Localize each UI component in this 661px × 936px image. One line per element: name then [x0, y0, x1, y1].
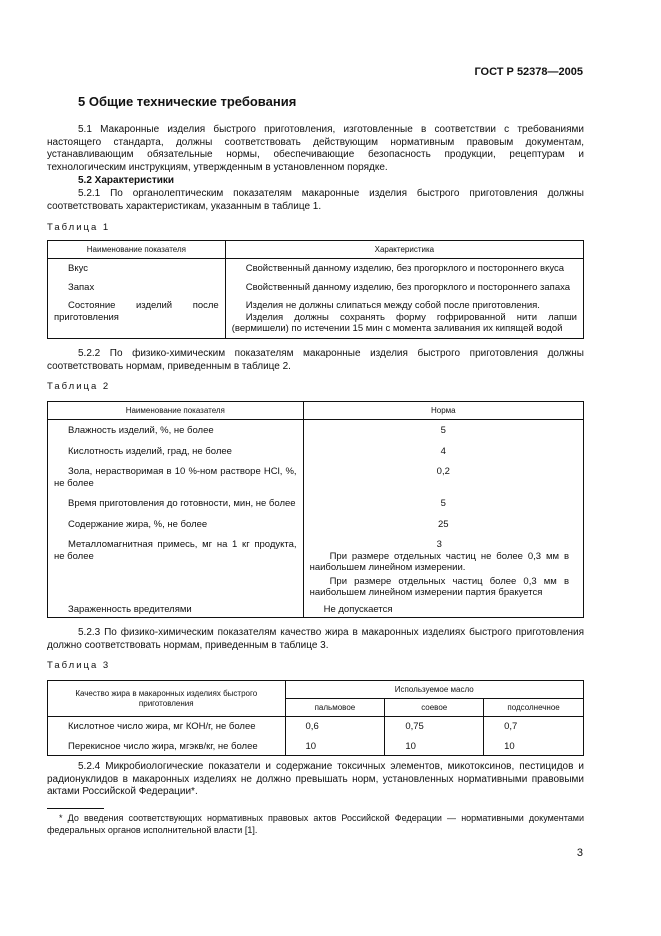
table1-cell-value: Свойственный данному изделию, без прогорклого и постороннего вкуса: [245, 263, 565, 274]
page-number: 3: [576, 847, 583, 859]
table3-header-palm: пальмовое: [285, 699, 385, 717]
table1-caption: Таблица 1: [47, 222, 111, 233]
paragraph-5-2-3: 5.2.3 По физико-химическим показателям качество жира в макаронных изделиях быстрого приготовления должно соответствовать нормам, приведенным в таблице 3.: [47, 627, 584, 651]
table-row: [48, 490, 584, 511]
paragraph-5-2-2: 5.2.2 По физико-химическим показателям макаронные изделия быстрого приготовления должны соответствовать нормам, приведенным в таблице 2.: [47, 348, 584, 372]
table1-cell-name: Вкус: [68, 263, 88, 274]
table3-header-name: Качество жира в макаронных изделиях быстрого приготовления: [48, 681, 286, 717]
table-row: [48, 420, 584, 438]
table3-cell-value: 0,6: [305, 721, 319, 732]
table1-cell-name: Запах: [68, 281, 95, 293]
table3: [47, 680, 584, 756]
table-row: [48, 511, 584, 532]
table2-cell-name: Зараженность вредителями: [68, 603, 192, 615]
table3-header-sunflower: подсолнечное: [484, 699, 584, 717]
table2-cell-name: Кислотность изделий, град, не более: [68, 445, 232, 457]
table2-cell-note: При размере отдельных частиц не более 0,3 мм в наибольшем линейном измерении.: [309, 550, 569, 573]
table2-cell-name: Металломагнитная примесь, мг на 1 кг продукта, не более: [54, 539, 297, 562]
table3-cell-name: Кислотное число жира, мг КОН/г, не более: [68, 721, 256, 732]
table3-caption: Таблица 3: [47, 660, 111, 671]
standard-header: ГОСТ Р 52378—2005: [474, 66, 583, 78]
paragraph-5-1: 5.1 Макаронные изделия быстрого приготовления, изготовленные в соответствии с требованиями настоящего стандарта, должны соответствовать действующим нормативным правовым документам, устанавливающим обязательные нормы, обеспечивающие безопасность продукции, рецептурам и технологическим инструкциям, утвержденным в установленном порядке.: [47, 124, 584, 173]
table-row: [48, 294, 584, 338]
table-row: [48, 531, 584, 600]
table1-cell-value: Изделия не должны слипаться между собой после приготовления.: [245, 300, 540, 311]
table-row: [48, 458, 584, 490]
table2-cell-value: 5: [440, 498, 446, 509]
table1: [47, 240, 584, 339]
table2-cell-value: 3: [436, 539, 442, 550]
table2-cell-value: Не допускается: [323, 603, 393, 615]
table3-header-soy: соевое: [385, 699, 484, 717]
section-title: 5 Общие технические требования: [78, 94, 297, 109]
table-row: [48, 717, 584, 734]
table3-cell-value: 10: [405, 740, 416, 752]
table2-cell-name: Зола, нерастворимая в 10 %-ном растворе HCl, %, не более: [54, 466, 297, 489]
table3-header-group: Используемое масло: [285, 681, 583, 699]
paragraph-5-2-4: 5.2.4 Микробиологические показатели и содержание токсичных элементов, микотоксинов, пестицидов и радионуклидов в макаронных изделиях не должно превышать норм, установленных нормативными правовыми актами Российской Федерации*.: [47, 761, 584, 798]
table2-caption: Таблица 2: [47, 381, 111, 392]
table2-cell-value: 25: [438, 518, 449, 530]
table3-cell-value: 10: [305, 740, 317, 752]
table3-cell-name: Перекисное число жира, мгэкв/кг, не более: [68, 740, 258, 752]
table1-header-name: Наименование показателя: [48, 241, 226, 259]
paragraph-5-2-1: 5.2.1 По органолептическим показателям макаронные изделия быстрого приготовления должны соответствовать характеристикам, указанным в таблице 1.: [47, 188, 584, 212]
table2-cell-name: Время приготовления до готовности, мин, не более: [68, 498, 296, 509]
footnote: * До введения соответствующих нормативных правовых актов Российской Федерации — нормативными документами федеральных органов исполнительной власти [1].: [47, 813, 584, 835]
table3-cell-value: 0,7: [504, 721, 518, 732]
table2: [47, 401, 584, 618]
table1-cell-value-note: Изделия должны сохранять форму гофрированной нити лапши (вермишели) по истечении 15 мин с момента заливания их кипящей водой: [231, 311, 577, 334]
footnote-divider: [47, 808, 104, 809]
table2-cell-name: Влажность изделий, %, не более: [68, 425, 214, 436]
table-row: [48, 600, 584, 618]
table-row: [48, 259, 584, 276]
table1-cell-value: Свойственный данному изделию, без прогорклого и постороннего запаха: [245, 281, 571, 293]
table-row: [48, 734, 584, 756]
table2-cell-note: При размере отдельных частиц более 0,3 мм в наибольшем линейном измерении партия бракуется: [309, 575, 569, 598]
table2-cell-value: 4: [440, 445, 446, 457]
table2-header-value: Норма: [303, 402, 583, 420]
table2-cell-name: Содержание жира, %, не более: [68, 518, 208, 530]
table1-cell-name: Состояние изделий после приготовления: [54, 300, 219, 323]
table2-header-name: Наименование показателя: [48, 402, 304, 420]
table-row: [48, 276, 584, 295]
table3-cell-value: 0,75: [405, 721, 424, 732]
paragraph-5-2-heading: 5.2 Характеристики: [78, 175, 175, 186]
table2-cell-value: 0,2: [436, 466, 450, 477]
table1-header-value: Характеристика: [225, 241, 583, 259]
table3-cell-value: 10: [504, 740, 515, 752]
table2-cell-value: 5: [440, 425, 446, 436]
table-row: [48, 438, 584, 459]
